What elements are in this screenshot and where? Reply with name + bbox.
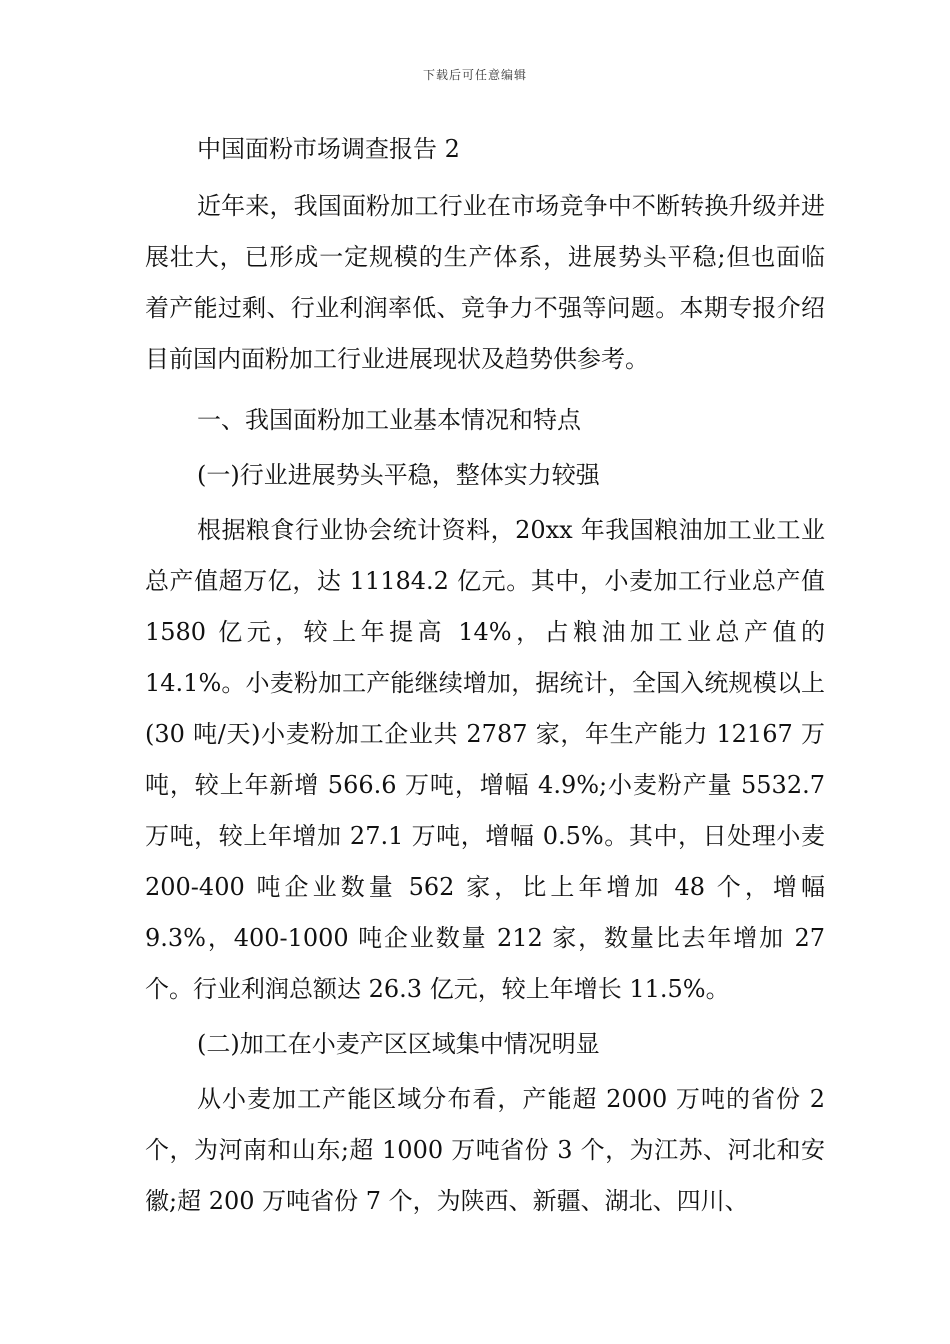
document-body xyxy=(145,124,825,1227)
subsection-2-paragraph: 从小麦加工产能区域分布看，产能超 2000 万吨的省份 2 个，为河南和山东;超 1000 万吨省份 3 个，为江苏、河北和安徽;超 200 万吨省份 7 个，为陕西、新疆、湖北、四川、 xyxy=(145,1085,825,1215)
header-note: 下载后可任意编辑 xyxy=(422,68,527,82)
subsection-1-paragraph: 根据粮食行业协会统计资料，20xx 年我国粮油加工业工业总产值超万亿，达 11184.2 亿元。其中，小麦加工行业总产值 1580 亿元，较上年提高 14%，占粮油加工业总产值的 14.1%。小麦粉加工产能继续增加，据统计，全国入统规模以上(30 吨/天)小麦粉加工企业共 2787 家，年生产能力 12167 万吨，较上年新增 566.6 万吨，增幅 4.9%;小麦粉产量 5532.7 万吨，较上年增加 27.1 万吨，增幅 0.5%。其中，日处理小麦 200-400 吨企业数量 562 家，比上年增加 48 个，增幅 9.3%，400-1000 吨企业数量 212 家，数量比去年增加 27 个。行业利润总额达 26.3 亿元，较上年增长 11.5%。 xyxy=(145,516,825,1003)
document-title: 中国面粉市场调查报告 2 xyxy=(197,135,460,163)
section-heading-1: 一、我国面粉加工业基本情况和特点 xyxy=(197,406,581,434)
subsection-heading-1: (一)行业进展势头平稳，整体实力较强 xyxy=(197,461,600,489)
subsection-heading-2: (二)加工在小麦产区区域集中情况明显 xyxy=(197,1030,600,1058)
intro-paragraph: 近年来，我国面粉加工行业在市场竞争中不断转换升级并进展壮大，已形成一定规模的生产体系，进展势头平稳;但也面临着产能过剩、行业利润率低、竞争力不强等问题。本期专报介绍目前国内面粉加工行业进展现状及趋势供参考。 xyxy=(145,192,825,373)
